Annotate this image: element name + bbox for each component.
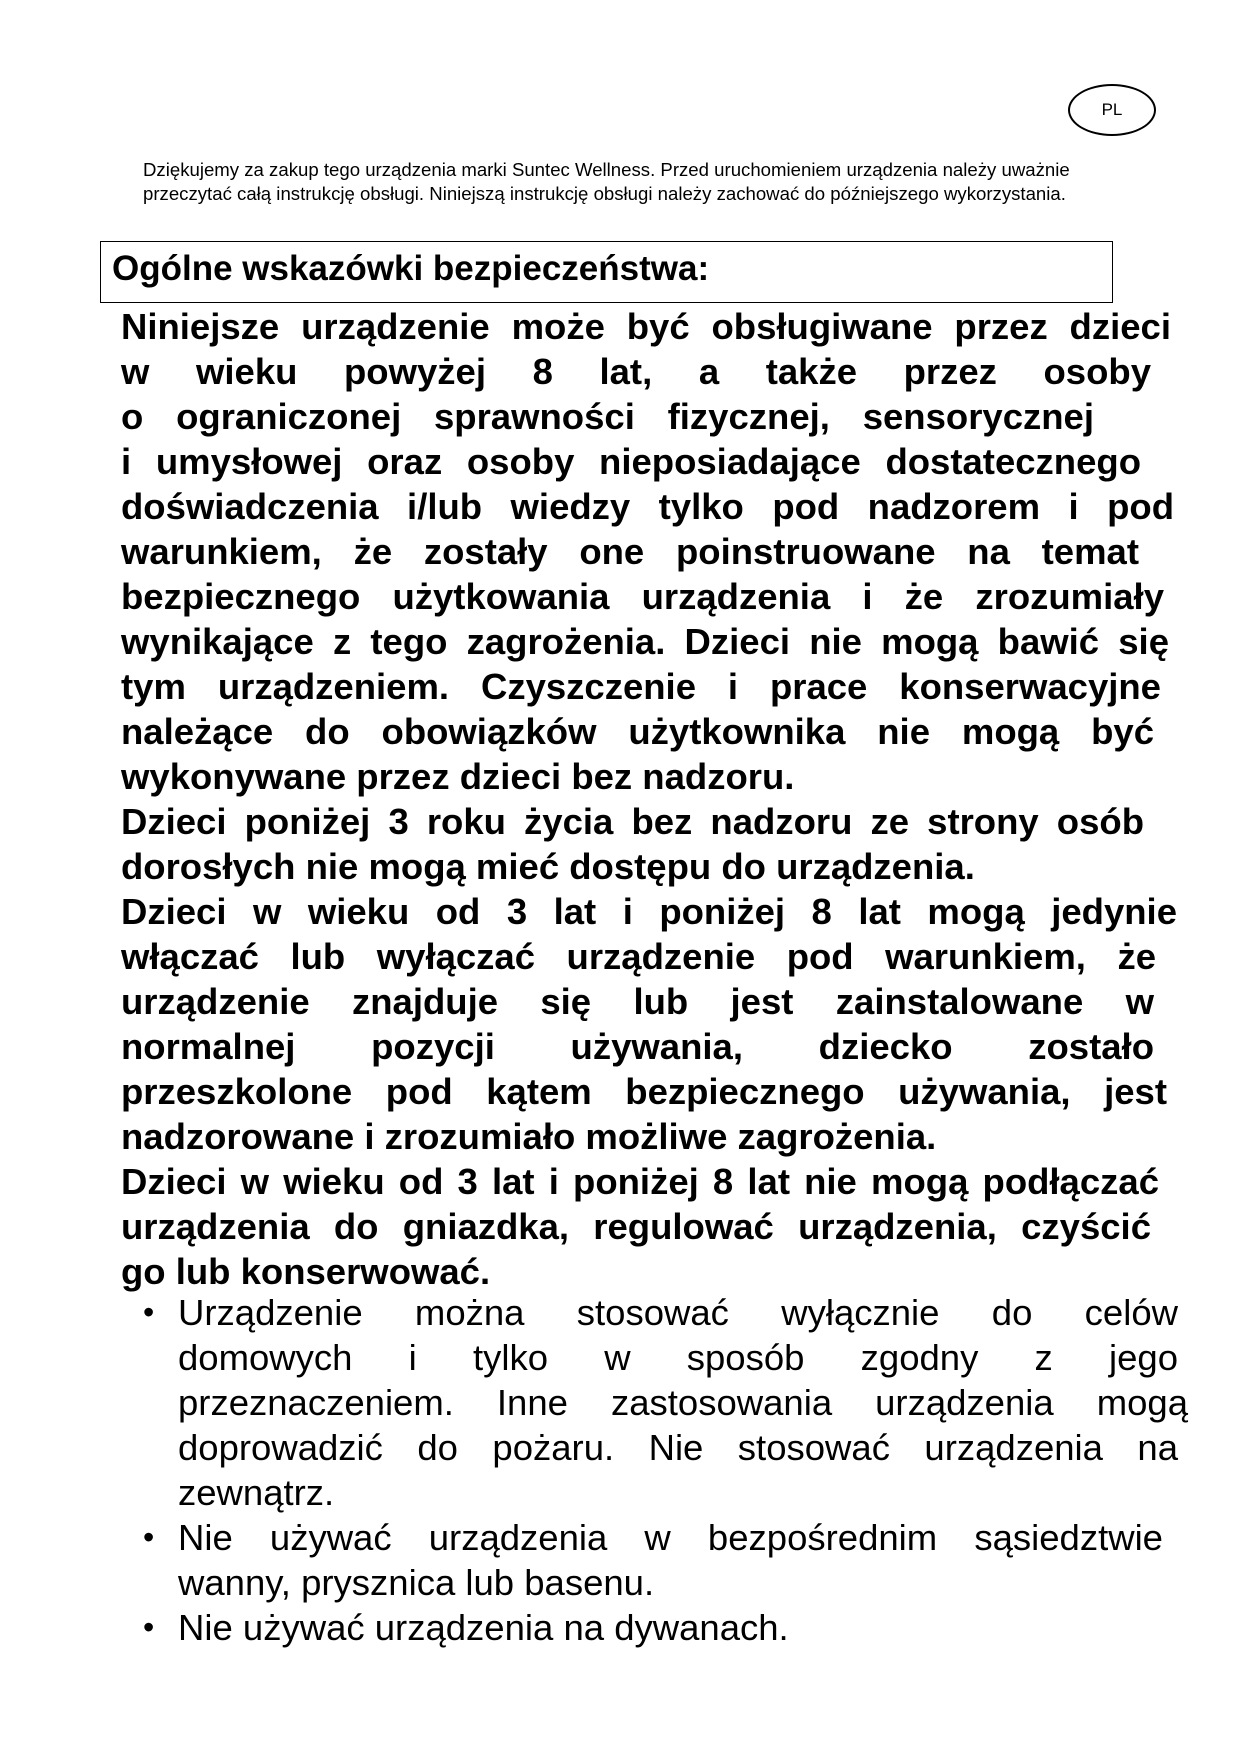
- list-item: [143, 1515, 1163, 1605]
- warning-line: dorosłych nie mogą mieć dostępu do urządzenia.: [121, 846, 975, 887]
- warning-line: urządzenia do gniazdka, regulować urządzenia, czyścić: [121, 1206, 1151, 1247]
- bullet-line: wanny, prysznica lub basenu.: [178, 1562, 655, 1603]
- list-item: [143, 1605, 1163, 1650]
- bullet-line: Nie używać urządzenia w bezpośrednim sąsiedztwie: [178, 1517, 1163, 1558]
- bullet-line: domowych i tylko w sposób zgodny z jego: [178, 1337, 1178, 1378]
- warning-line: go lub konserwować.: [121, 1251, 491, 1292]
- bullet-icon: •: [143, 1609, 155, 1645]
- intro-line: Dziękujemy za zakup tego urządzenia marki Suntec Wellness. Przed uruchomieniem urządzenia należy uważnie: [143, 159, 1070, 180]
- warning-line: należące do obowiązków użytkownika nie mogą być: [121, 711, 1154, 752]
- warning-line: w wieku powyżej 8 lat, a także przez osoby: [121, 351, 1151, 392]
- list-item: [143, 1290, 1188, 1515]
- warning-line: przeszkolone pod kątem bezpiecznego używania, jest: [121, 1071, 1167, 1112]
- bullet-icon: •: [143, 1294, 155, 1330]
- warning-line: bezpiecznego użytkowania urządzenia i że zrozumiały: [121, 576, 1164, 617]
- bullet-icon: •: [143, 1519, 155, 1555]
- warning-line: nadzorowane i zrozumiało możliwe zagrożenia.: [121, 1116, 937, 1157]
- warning-line: tym urządzeniem. Czyszczenie i prace konserwacyjne: [121, 666, 1161, 707]
- bullet-line: zewnątrz.: [178, 1472, 335, 1513]
- warning-line: Dzieci w wieku od 3 lat i poniżej 8 lat nie mogą podłączać: [121, 1161, 1159, 1202]
- warning-line: włączać lub wyłączać urządzenie pod warunkiem, że: [121, 936, 1156, 977]
- warning-line: normalnej pozycji używania, dziecko zostało: [121, 1026, 1154, 1067]
- intro-line: przeczytać całą instrukcję obsługi. Niniejszą instrukcję obsługi należy zachować do późniejszego wykorzystania.: [143, 183, 1066, 204]
- bullet-line: Urządzenie można stosować wyłącznie do celów: [178, 1292, 1178, 1333]
- warning-paragraph: [121, 304, 1181, 1294]
- bullet-line: Nie używać urządzenia na dywanach.: [178, 1607, 789, 1648]
- warning-line: wynikające z tego zagrożenia. Dzieci nie mogą bawić się: [121, 621, 1169, 662]
- warning-line: Dzieci w wieku od 3 lat i poniżej 8 lat mogą jedynie: [121, 891, 1177, 932]
- intro-paragraph: [143, 158, 1183, 206]
- warning-line: wykonywane przez dzieci bez nadzoru.: [121, 756, 795, 797]
- language-badge: PL: [1068, 84, 1156, 136]
- warning-line: o ograniczonej sprawności fizycznej, sensorycznej: [121, 396, 1094, 437]
- bullet-line: przeznaczeniem. Inne zastosowania urządzenia mogą: [178, 1382, 1188, 1423]
- section-heading: Ogólne wskazówki bezpieczeństwa:: [100, 241, 1113, 303]
- warning-line: doświadczenia i/lub wiedzy tylko pod nadzorem i pod: [121, 486, 1174, 527]
- warning-line: warunkiem, że zostały one poinstruowane na temat: [121, 531, 1139, 572]
- warning-line: urządzenie znajduje się lub jest zainstalowane w: [121, 981, 1154, 1022]
- bullet-line: doprowadzić do pożaru. Nie stosować urządzenia na: [178, 1427, 1178, 1468]
- warning-line: Dzieci poniżej 3 roku życia bez nadzoru ze strony osób: [121, 801, 1144, 842]
- safety-bullet-list: [143, 1290, 1188, 1650]
- warning-line: Niniejsze urządzenie może być obsługiwane przez dzieci: [121, 306, 1171, 347]
- warning-line: i umysłowej oraz osoby nieposiadające dostatecznego: [121, 441, 1141, 482]
